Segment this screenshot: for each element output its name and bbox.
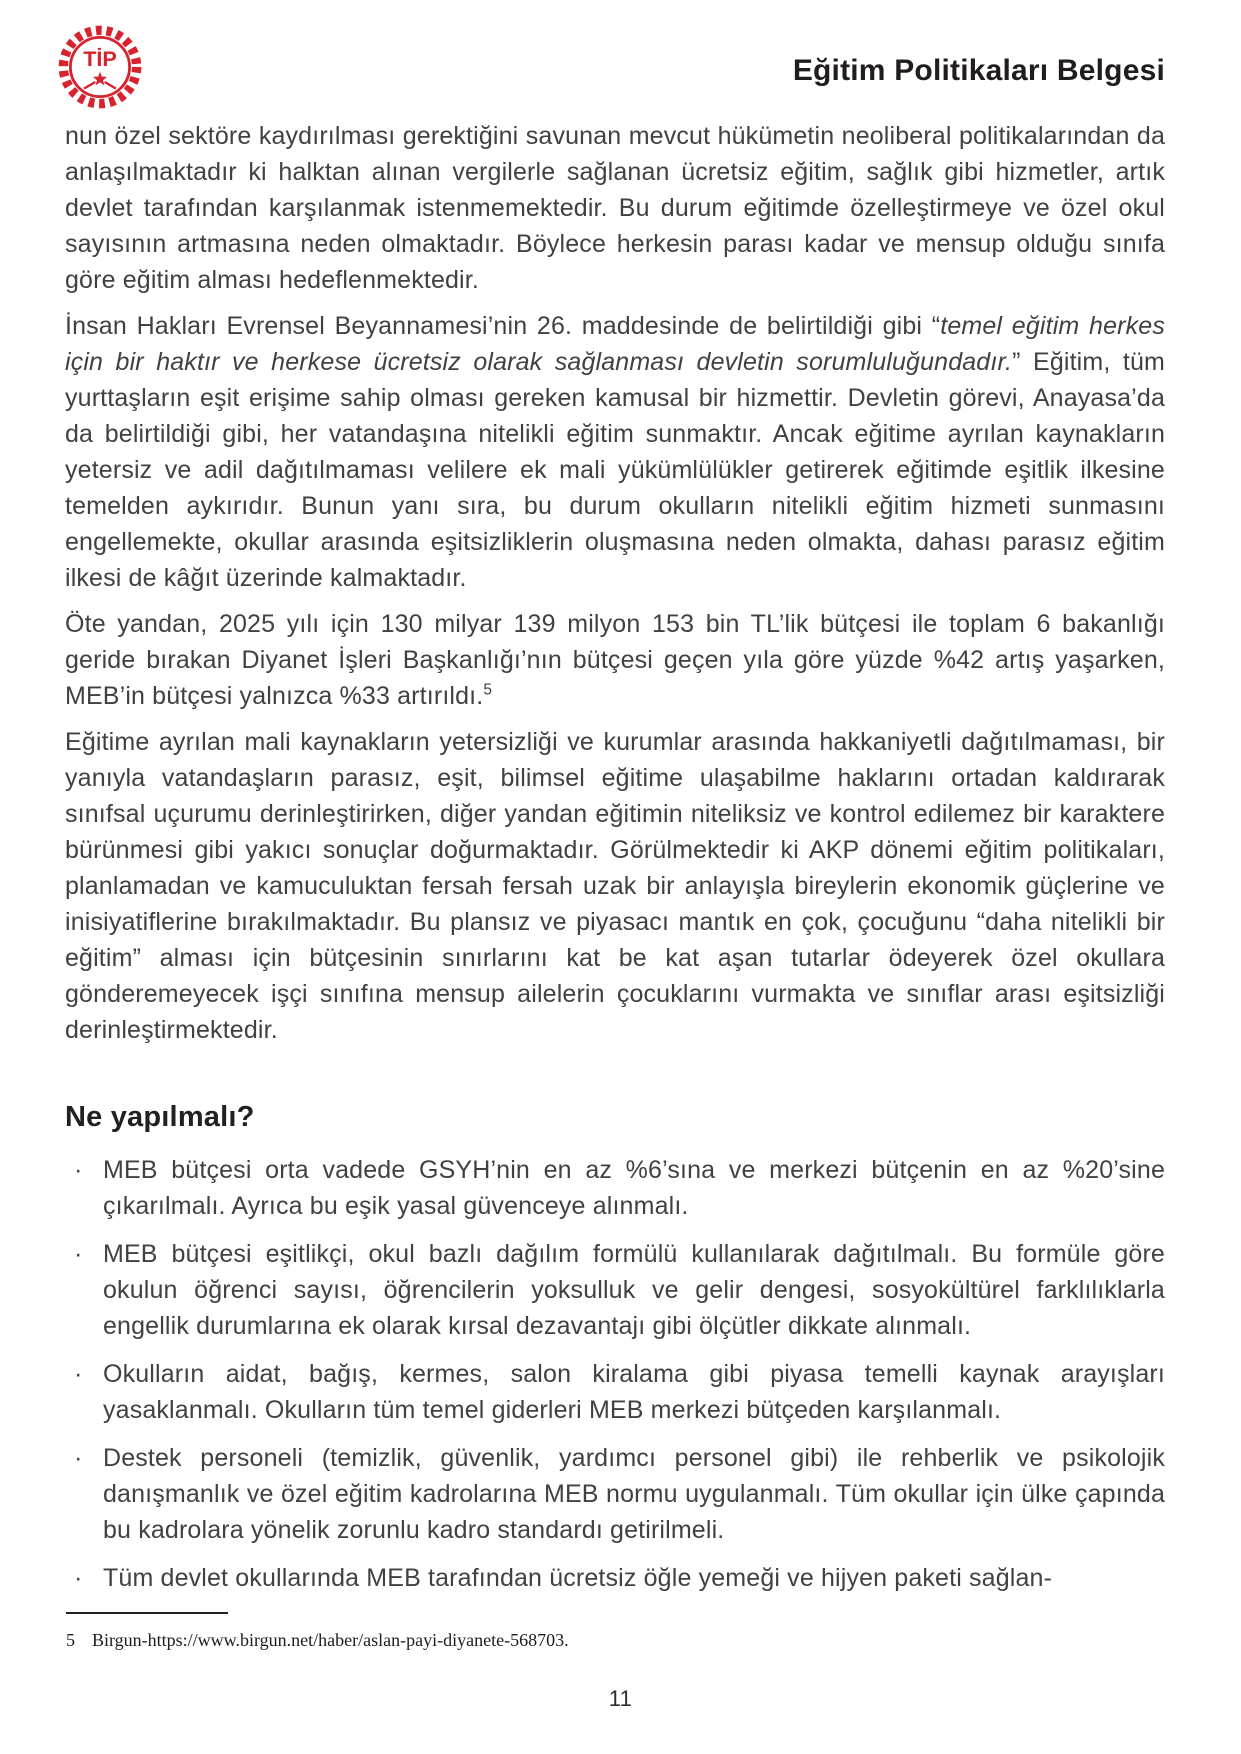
- paragraph-text: ” Eğitim, tüm yurttaşların eşit erişime sahip olması gereken kamusal bir hizmettir. Devletin görevi, Anayasa’da da belirtildiği gibi, her vatandaşına nitelikli eğitim sunmaktır. Ancak eğitime ayrılan kaynakların yetersiz ve adil dağıtılmaması velilere ek mali yükümlülükler getirerek eğitimde eşitlik ilkesine temelden aykırıdır. Bunun yanı sıra, bu durum okulların nitelikli eğitim hizmeti sunmasını engellemekte, okullar arasında eşitsizliklerin oluşmasına neden olmakta, dahası parasız eğitim ilkesi de kâğıt üzerinde kalmaktadır.: [65, 348, 1165, 592]
- list-item: [65, 1152, 1165, 1224]
- paragraph-text: İnsan Hakları Evrensel Beyannamesi’nin 26. maddesinde de belirtildiği gibi “: [65, 312, 941, 340]
- list-item: [65, 1440, 1165, 1548]
- page-number: 11: [608, 1686, 633, 1711]
- list-item: [65, 1356, 1165, 1428]
- document-title: Eğitim Politikaları Belgesi: [792, 54, 1165, 87]
- list-item-text: Destek personeli (temizlik, güvenlik, yardımcı personel gibi) ile rehberlik ve psikolojik danışmanlık ve özel eğitim kadrolarına MEB normu uygulanmalı. Tüm okullar için ülke çapında bu kadrolara yönelik zorunlu kadro standardı getirilmeli.: [103, 1444, 1165, 1544]
- body-paragraph: [65, 118, 1165, 298]
- footnote: [66, 1628, 1066, 1652]
- body-paragraph: [65, 606, 1165, 714]
- section-heading: Ne yapılmalı?: [65, 1101, 255, 1133]
- list-item-text: MEB bütçesi orta vadede GSYH’nin en az %6’sına ve merkezi bütçenin en az %20’sine çıkarılmalı. Ayrıca bu eşik yasal güvenceye alınmalı.: [103, 1156, 1165, 1220]
- bullet-icon: ·: [74, 1240, 83, 1268]
- body-paragraph: [65, 308, 1165, 596]
- paragraph-text: nun özel sektöre kaydırılması gerektiğini savunan mevcut hükümetin neoliberal politikalarından da anlaşılmaktadır ki halktan alınan vergilerle sağlanan ücretsiz eğitim, sağlık gibi hizmetler, artık devlet tarafından karşılanmak istenmemektedir. Bu durum eğitimde özelleştirmeye ve özel okul sayısının artmasına neden olmaktadır. Böylece herkesin parası kadar ve mensup olduğu sınıfa göre eğitim alması hedeflenmektedir.: [65, 122, 1165, 294]
- list-item: [65, 1236, 1165, 1344]
- bullet-icon: ·: [74, 1444, 83, 1472]
- body-paragraph: [65, 724, 1165, 1048]
- list-item-text: MEB bütçesi eşitlikçi, okul bazlı dağılım formülü kullanılarak dağıtılmalı. Bu formüle göre okulun öğrenci sayısı, öğrencilerin yoksulluk ve gelir dengesi, sosyokültürel farklılıklarla engellik durumlarına ek olarak kırsal dezavantajı gibi ölçütler dikkate alınmalı.: [103, 1240, 1165, 1340]
- footnote-separator: [66, 1612, 228, 1614]
- page-content: [65, 118, 1165, 1608]
- bullet-icon: ·: [74, 1156, 83, 1184]
- list-item: [65, 1560, 1165, 1596]
- footnote-text: Birgun-https://www.birgun.net/haber/aslan-payi-diyanete-568703.: [92, 1630, 569, 1650]
- list-item-text: Okulların aidat, bağış, kermes, salon kiralama gibi piyasa temelli kaynak arayışları yasaklanmalı. Okulların tüm temel giderleri MEB merkezi bütçeden karşılanmalı.: [103, 1360, 1165, 1424]
- bullet-icon: ·: [74, 1360, 83, 1388]
- bullet-icon: ·: [74, 1564, 83, 1592]
- svg-text:TİP: TİP: [83, 46, 117, 72]
- list-item-text: Tüm devlet okullarında MEB tarafından ücretsiz öğle yemeği ve hijyen paketi sağlan-: [103, 1564, 1053, 1592]
- quoted-text: temel eğitim herkes için bir haktır ve herkese ücretsiz olarak sağlanması devletin sorumluluğundadır.: [65, 312, 1165, 376]
- footnote-reference: 5: [483, 681, 493, 699]
- paragraph-text: Öte yandan, 2025 yılı için 130 milyar 139 milyon 153 bin TL’lik bütçesi ile toplam 6 bakanlığı geride bırakan Diyanet İşleri Başkanlığı’nın bütçesi geçen yıla göre yüzde %42 artış yaşarken, MEB’in bütçesi yalnızca %33 artırıldı.: [65, 610, 1165, 710]
- paragraph-text: Eğitime ayrılan mali kaynakların yetersizliği ve kurumlar arasında hakkaniyetli dağıtılmaması, bir yanıyla vatandaşların parasız, eşit, bilimsel eğitime ulaşabilme haklarını ortadan kaldırarak sınıfsal uçurumu derinleştirirken, diğer yandan eğitimin niteliksiz ve kontrol edilemez bir karaktere bürünmesi gibi yakıcı sonuçlar doğurmaktadır. Görülmektedir ki AKP dönemi eğitim politikaları, planlamadan ve kamuculuktan fersah fersah uzak bir anlayışla bireylerin ekonomik güçlerine ve inisiyatiflerine bırakılmaktadır. Bu plansız ve piyasacı mantık en çok, çocuğunu “daha nitelikli bir eğitim” alması için bütçesinin sınırlarını kat be kat aşan tutarlar ödeyerek özel okullara gönderemeyecek işçi sınıfına mensup ailelerin çocuklarını vurmakta ve sınıflar arası eşitsizliği derinleştirmektedir.: [65, 728, 1165, 1044]
- footnote-number: 5: [66, 1630, 75, 1650]
- tip-party-emblem-icon: [53, 20, 147, 114]
- tip-logo: [53, 20, 147, 114]
